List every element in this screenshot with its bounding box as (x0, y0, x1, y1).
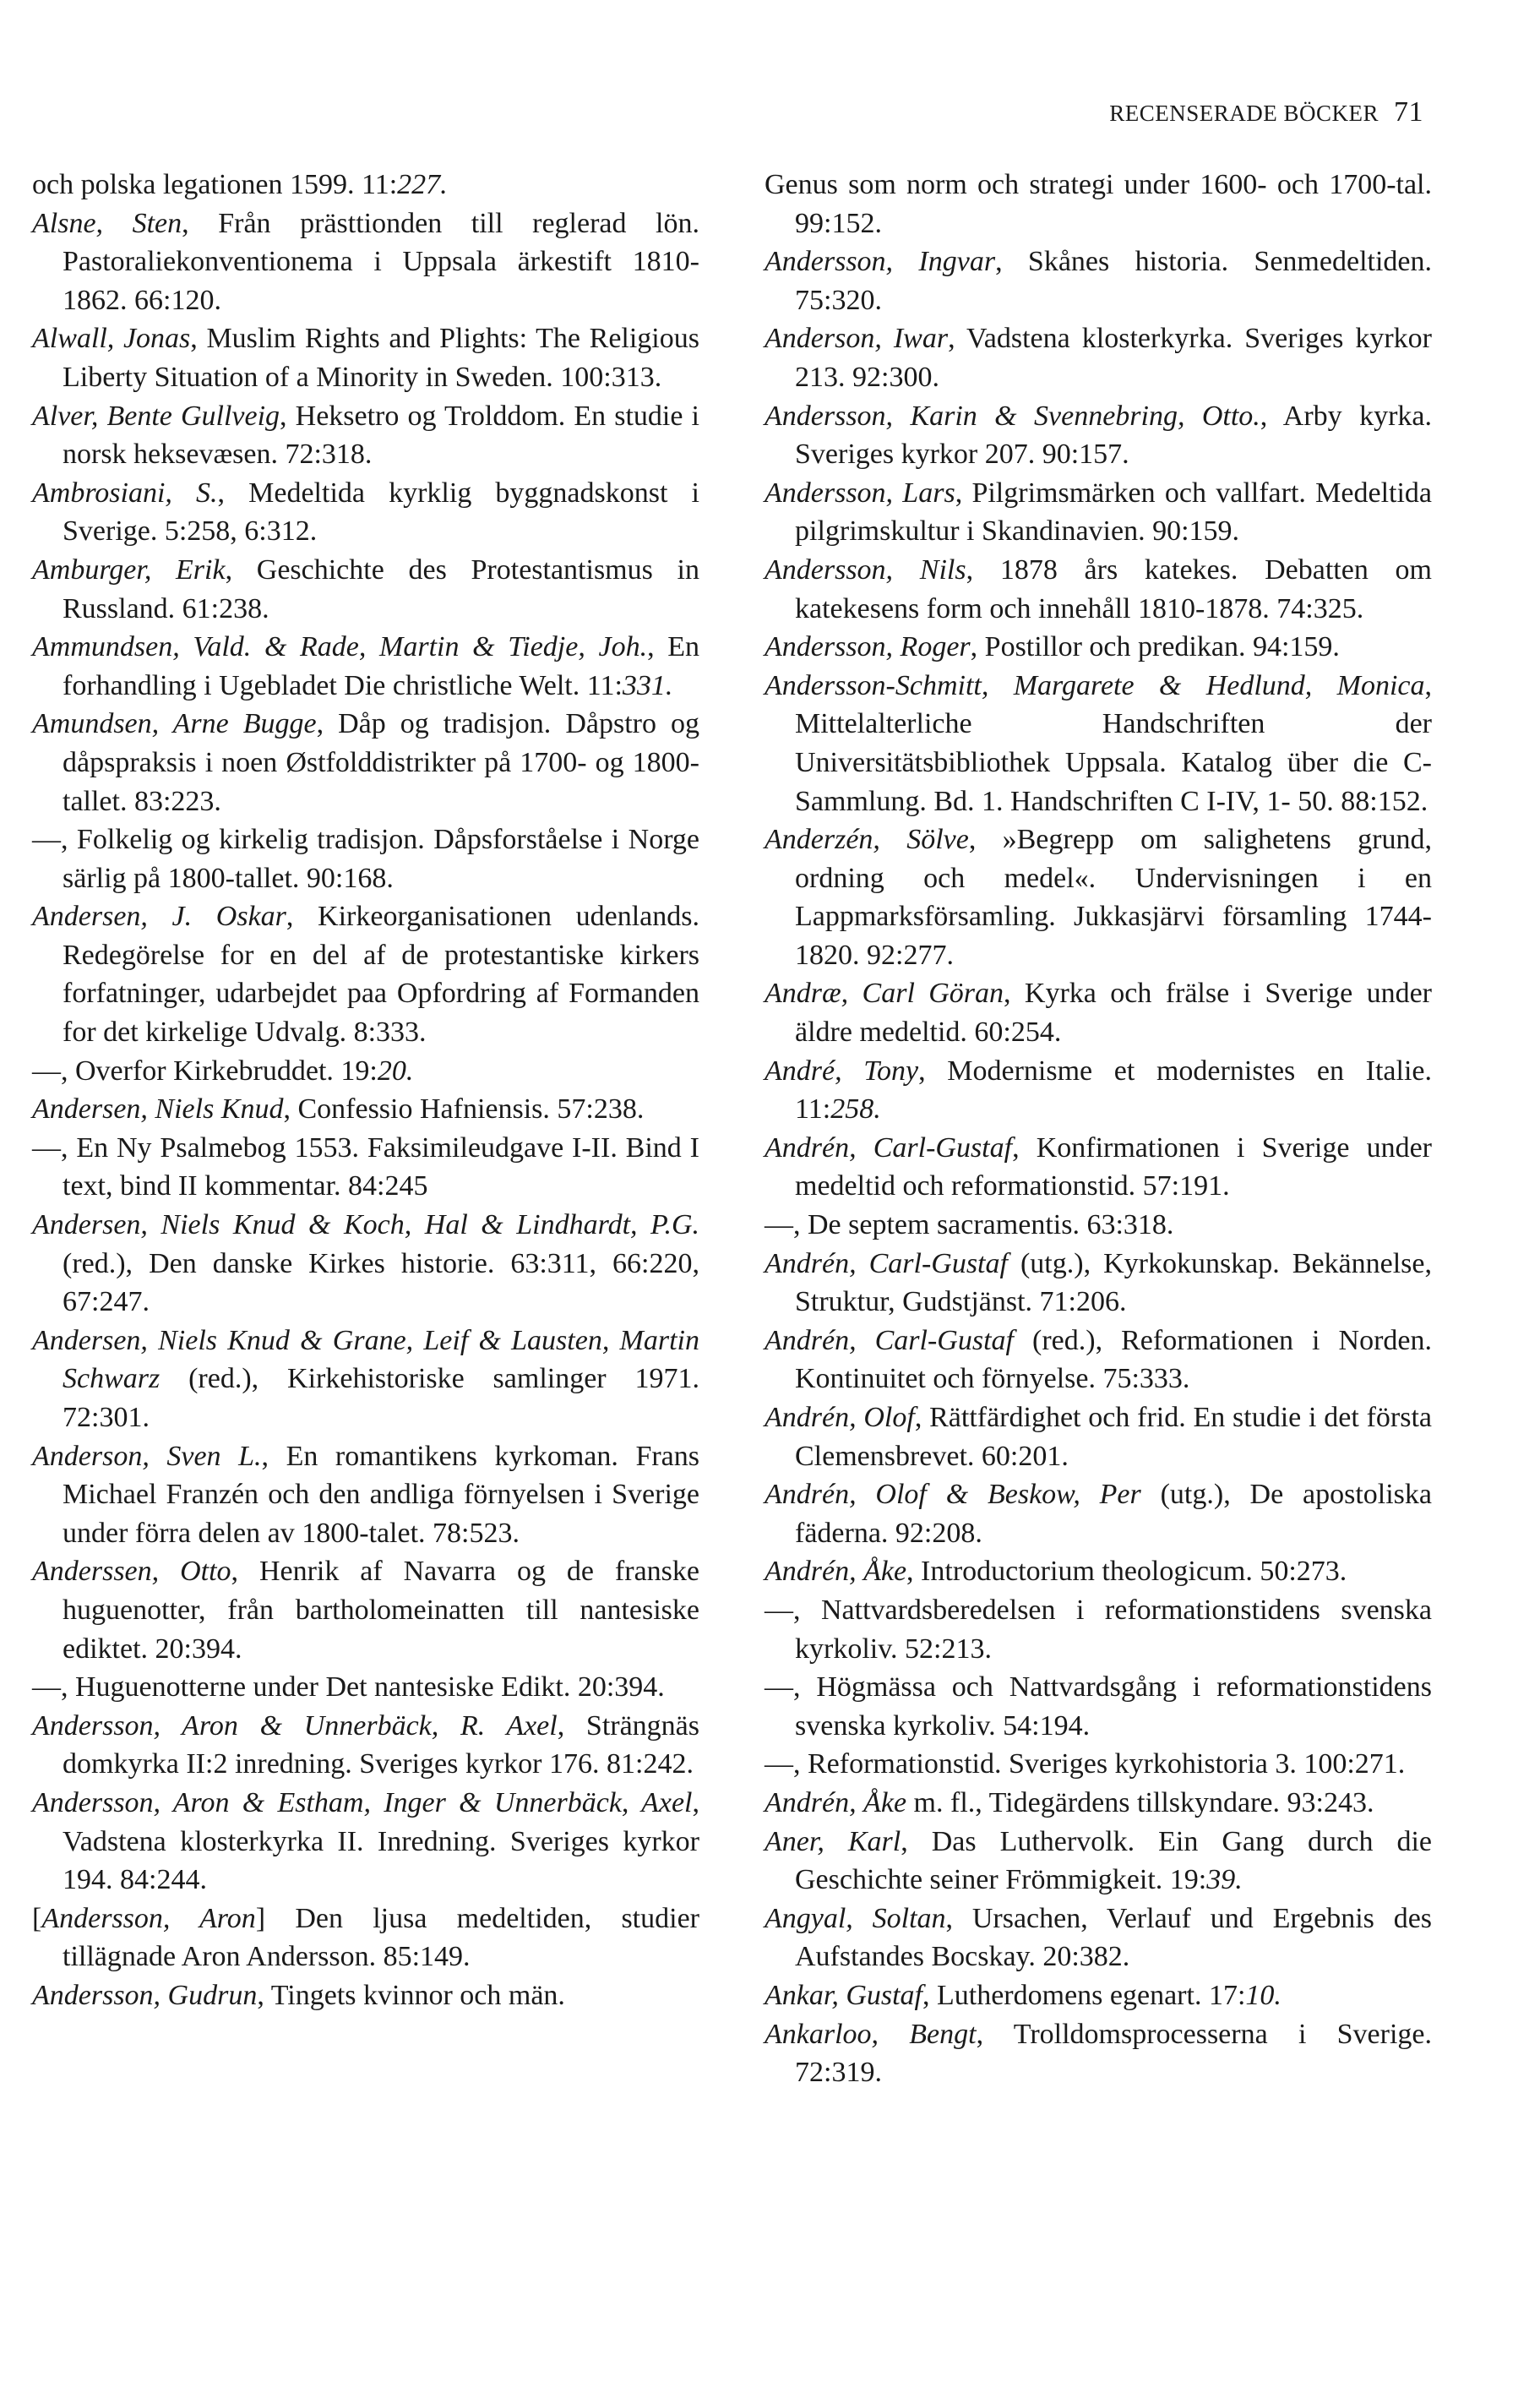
index-entry (32, 1707, 699, 1784)
entry-text: , Konfirmationen i Sverige under medeltid och reformationstid. 57:191. (795, 1131, 1432, 1202)
entry-text: —, En Ny Psalmebog 1553. Faksimileudgave I-II. Bind I text, bind II kommentar. 84:245 (32, 1131, 699, 1202)
entry-text: , Ursachen, Verlauf und Ergebnis des Aufstandes Bocskay. 20:382. (795, 1902, 1433, 1973)
index-entry (765, 1129, 1432, 1206)
index-entry (32, 1976, 699, 2015)
entry-author: Anderson, Sven L. (32, 1440, 262, 1472)
entry-author: Alver, Bente Gullveig (32, 400, 280, 432)
entry-text: , Muslim Rights and Plights: The Religious Liberty Situation of a Minority in Sweden. 100:313. (63, 323, 699, 393)
entry-author: Andrén, Åke (765, 1786, 907, 1818)
entry-text: , Rättfärdighet och frid. En studie i det första Clemensbrevet. 60:201. (795, 1402, 1432, 1472)
entry-text: , Lutherdomens egenart. 17: (922, 1979, 1246, 2011)
entry-author: Andrén, Carl-Gustaf (765, 1247, 1008, 1279)
entry-author: Andersson, Aron (41, 1902, 256, 1934)
index-entry (765, 1668, 1432, 1745)
running-header (1109, 96, 1423, 128)
entry-text: , En romantikens kyrkoman. Frans Michael Franzén och den andliga förnyelsen i Sverige under förra delen av 1800-talet. 78:523. (63, 1440, 699, 1549)
index-entry (765, 551, 1432, 628)
index-entry (765, 1206, 1432, 1245)
index-entry (32, 897, 699, 1051)
index-entry (32, 628, 699, 705)
entry-text: —, Overfor Kirkebruddet. 19: (32, 1055, 378, 1087)
index-entry (765, 397, 1432, 474)
entry-author: Andersen, J. Oskar (32, 901, 286, 933)
entry-text: , Modernisme et modernistes en Italie. 11: (795, 1055, 1432, 1126)
index-entry (765, 1398, 1432, 1475)
entry-author: Andersen, Niels Knud & Grane, Leif & Lausten, Martin Schwarz (32, 1324, 699, 1395)
entry-author: Andersson, Gudrun (32, 1979, 258, 2011)
index-entry (32, 166, 699, 204)
entry-text: —, Reformationstid. Sveriges kyrkohistoria 3. 100:271. (765, 1748, 1406, 1780)
entry-author: Andersson-Schmitt, Margarete & Hedlund, Monica (765, 669, 1425, 701)
index-entry (32, 1052, 699, 1091)
entry-author: André, Tony (765, 1055, 919, 1087)
entry-author: Andrén, Åke (765, 1556, 907, 1588)
entry-text: Genus som norm och strategi under 1600- och 1700-tal. 99:152. (765, 169, 1432, 239)
entry-text: , Strängnäs domkyrka II:2 inredning. Sveriges kyrkor 176. 81:242. (63, 1709, 700, 1780)
entry-author: Andræ, Carl Göran (765, 978, 1004, 1010)
entry-author: Amburger, Erik (32, 553, 226, 586)
entry-author: Andersson, Lars (765, 477, 955, 509)
entry-text: och polska legationen 1599. 11: (32, 169, 398, 200)
entry-text: , Kirkeorganisationen udenlands. Redegörelse for en del af de protestantiske kirkers forfatninger, udarbejdet paa Opfordring af Formanden for det kirkelige Udvalg. 8:333. (63, 901, 699, 1049)
index-entry (32, 319, 699, 396)
entry-author: 10. (1245, 1979, 1282, 2011)
index-entry (765, 974, 1432, 1051)
entry-author: 331. (622, 669, 673, 701)
index-entry (32, 551, 699, 628)
index-entry (765, 1745, 1432, 1784)
index-entry (765, 1591, 1432, 1668)
index-entry (765, 667, 1432, 820)
index-entry (32, 204, 699, 320)
entry-author: Andersson, Roger (765, 631, 971, 663)
entry-author: 20. (377, 1055, 414, 1087)
entry-author: Andersen, Niels Knud (32, 1093, 284, 1126)
entry-author: Ammundsen, Vald. & Rade, Martin & Tiedje, Joh. (32, 631, 648, 663)
entry-author: Andrén, Carl-Gustaf (765, 1324, 1014, 1356)
entry-text: (red.), Den danske Kirkes historie. 63:311, 66:220, 67:247. (63, 1247, 699, 1318)
index-entry (32, 705, 699, 820)
entry-author: Andersson, Nils (765, 553, 966, 586)
entry-author: Andrén, Olof (765, 1402, 915, 1433)
index-entry (765, 1052, 1432, 1129)
index-entry (32, 1090, 699, 1129)
entry-author: Angyal, Soltan (765, 1902, 946, 1934)
index-entry (32, 1129, 699, 1206)
entry-text: , Pilgrimsmärken och vallfart. Medeltida pilgrimskultur i Skandinavien. 90:159. (795, 477, 1432, 548)
index-entry (765, 1976, 1432, 2015)
entry-author: Andrén, Olof & Beskow, Per (765, 1479, 1141, 1511)
index-entry (765, 1900, 1432, 1976)
page-number: 71 (1394, 96, 1423, 128)
entry-text: , Trolldomsprocesserna i Sverige. 72:319. (795, 2018, 1432, 2089)
left-column (32, 166, 699, 2015)
entry-text: , En forhandling i Ugebladet Die christliche Welt. 11: (63, 631, 699, 701)
entry-text: , Henrik af Navarra og de franske huguenotter, från bartholomeinatten till nantesiske ediktet. 20:394. (63, 1556, 699, 1665)
entry-text: , Vadstena klosterkyrka. Sveriges kyrkor 213. 92:300. (795, 323, 1433, 393)
entry-text: (utg.), De apostoliska fäderna. 92:208. (795, 1479, 1432, 1549)
index-entry (32, 474, 699, 551)
entry-text: , Das Luthervolk. Ein Gang durch die Geschichte seiner Frömmigkeit. 19: (795, 1825, 1432, 1896)
index-entry (765, 2015, 1432, 2092)
entry-author: Andersen, Niels Knud & Koch, Hal & Lindhardt, P.G. (32, 1209, 699, 1241)
entry-text: (utg.), Kyrkokunskap. Bekännelse, Struktur, Gudstjänst. 71:206. (795, 1247, 1432, 1318)
entry-author: Alwall, Jonas (32, 323, 191, 355)
entry-author: Andersson, Ingvar (765, 246, 996, 278)
entry-author: Alsne, Sten (32, 207, 182, 239)
index-entry (765, 243, 1432, 319)
index-entry (765, 474, 1432, 551)
index-entry (765, 820, 1432, 974)
entry-author: Aner, Karl (765, 1825, 901, 1857)
entry-author: Andersson, Aron & Estham, Inger & Unnerbäck, Axel (32, 1786, 693, 1818)
entry-text: , Dåp og tradisjon. Dåpstro og dåpspraksis i noen Østfolddistrikter på 1700- og 1800-tallet. 83:223. (63, 708, 700, 817)
entry-text: —, Folkelig og kirkelig tradisjon. Dåpsforståelse i Norge särlig på 1800-tallet. 90:168. (32, 824, 699, 894)
index-entry (765, 319, 1432, 396)
index-entry (765, 1823, 1432, 1900)
entry-text: , Mittelalterliche Handschriften der Universitätsbibliothek Uppsala. Katalog über die C-Sammlung. Bd. 1. Handschriften C I-IV, 1- 50. 88:152. (795, 669, 1432, 817)
index-entry (32, 1668, 699, 1707)
index-entry (32, 1552, 699, 1668)
index-entry (32, 1322, 699, 1437)
entry-author: Andersson, Karin & Svennebring, Otto. (765, 400, 1260, 432)
entry-text: —, Nattvardsberedelsen i reformationstidens svenska kyrkoliv. 52:213. (765, 1594, 1432, 1665)
index-entry (32, 820, 699, 897)
entry-text: , Postillor och predikan. 94:159. (970, 631, 1340, 663)
index-entry (765, 166, 1432, 243)
entry-text: , Kyrka och frälse i Sverige under äldre medeltid. 60:254. (795, 978, 1432, 1049)
entry-author: Anderzén, Sölve (765, 824, 969, 856)
entry-author: Amundsen, Arne Bugge (32, 708, 317, 740)
entry-author: Andersson, Aron & Unnerbäck, R. Axel (32, 1709, 558, 1742)
entry-author: 258. (830, 1093, 881, 1126)
index-entry (765, 628, 1432, 667)
entry-text: , Från prästtionden till reglerad lön. Pastoraliekonventionema i Uppsala ärkestift 1810-1862. 66:120. (63, 207, 699, 316)
entry-text: , Vadstena klosterkyrka II. Inredning. Sveriges kyrkor 194. 84:244. (63, 1786, 699, 1896)
index-entry (765, 1784, 1432, 1823)
entry-author: Anderson, Iwar (765, 323, 949, 355)
index-entry (32, 1784, 699, 1900)
entry-text: , »Begrepp om salighetens grund, ordning och medel«. Undervisningen i en Lappmarksförsamling. Jukkasjärvi församling 1744-1820. 92:277. (795, 824, 1432, 971)
entry-author: 39. (1206, 1864, 1243, 1896)
entry-text: , Confessio Hafniensis. 57:238. (283, 1093, 645, 1126)
entry-text: (red.), Kirkehistoriske samlinger 1971. 72:301. (63, 1363, 699, 1433)
entry-text: , 1878 års katekes. Debatten om katekesens form och innehåll 1810-1878. 74:325. (795, 553, 1432, 624)
entry-text: , Skånes historia. Senmedeltiden. 75:320. (795, 246, 1432, 316)
entry-text: , Tingets kvinnor och män. (257, 1979, 565, 2011)
entry-author: 227. (397, 169, 448, 200)
index-entry (32, 1437, 699, 1553)
index-entry (765, 1322, 1432, 1398)
entry-text: [ (32, 1902, 42, 1934)
entry-author: Andrén, Carl-Gustaf (765, 1131, 1013, 1164)
index-entry (765, 1475, 1432, 1552)
entry-text: —, De septem sacramentis. 63:318. (765, 1209, 1174, 1241)
entry-text: , Arby kyrka. Sveriges kyrkor 207. 90:157. (795, 400, 1432, 471)
entry-author: Ankar, Gustaf (765, 1979, 922, 2011)
entry-author: Ankarloo, Bengt (765, 2018, 977, 2050)
entry-text: m. fl., Tidegärdens tillskyndare. 93:243. (906, 1786, 1374, 1818)
entry-author: Ambrosiani, S. (32, 477, 218, 509)
entry-text: , Heksetro og Trolddom. En studie i norsk heksevæsen. 72:318. (63, 400, 699, 471)
index-entry (765, 1245, 1432, 1322)
index-entry (32, 1900, 699, 1976)
running-title: RECENSERADE BÖCKER (1109, 101, 1379, 126)
entry-text: , Medeltida kyrklig byggnadskonst i Sverige. 5:258, 6:312. (63, 477, 699, 548)
entry-text: ] Den ljusa medeltiden, studier tillägnade Aron Andersson. 85:149. (63, 1902, 699, 1973)
right-column (765, 166, 1432, 2092)
entry-author: Anderssen, Otto (32, 1556, 231, 1588)
entry-text: —, Huguenotterne under Det nantesiske Edikt. 20:394. (32, 1671, 665, 1704)
entry-text: (red.), Reformationen i Norden. Kontinuitet och förnyelse. 75:333. (795, 1324, 1433, 1395)
index-entry (765, 1552, 1432, 1591)
entry-text: , Introductorium theologicum. 50:273. (906, 1556, 1347, 1588)
index-entry (32, 1206, 699, 1322)
index-entry (32, 397, 699, 474)
entry-text: , Geschichte des Protestantismus in Russland. 61:238. (63, 553, 699, 624)
entry-text: —, Högmässa och Nattvardsgång i reformationstidens svenska kyrkoliv. 54:194. (765, 1671, 1432, 1742)
